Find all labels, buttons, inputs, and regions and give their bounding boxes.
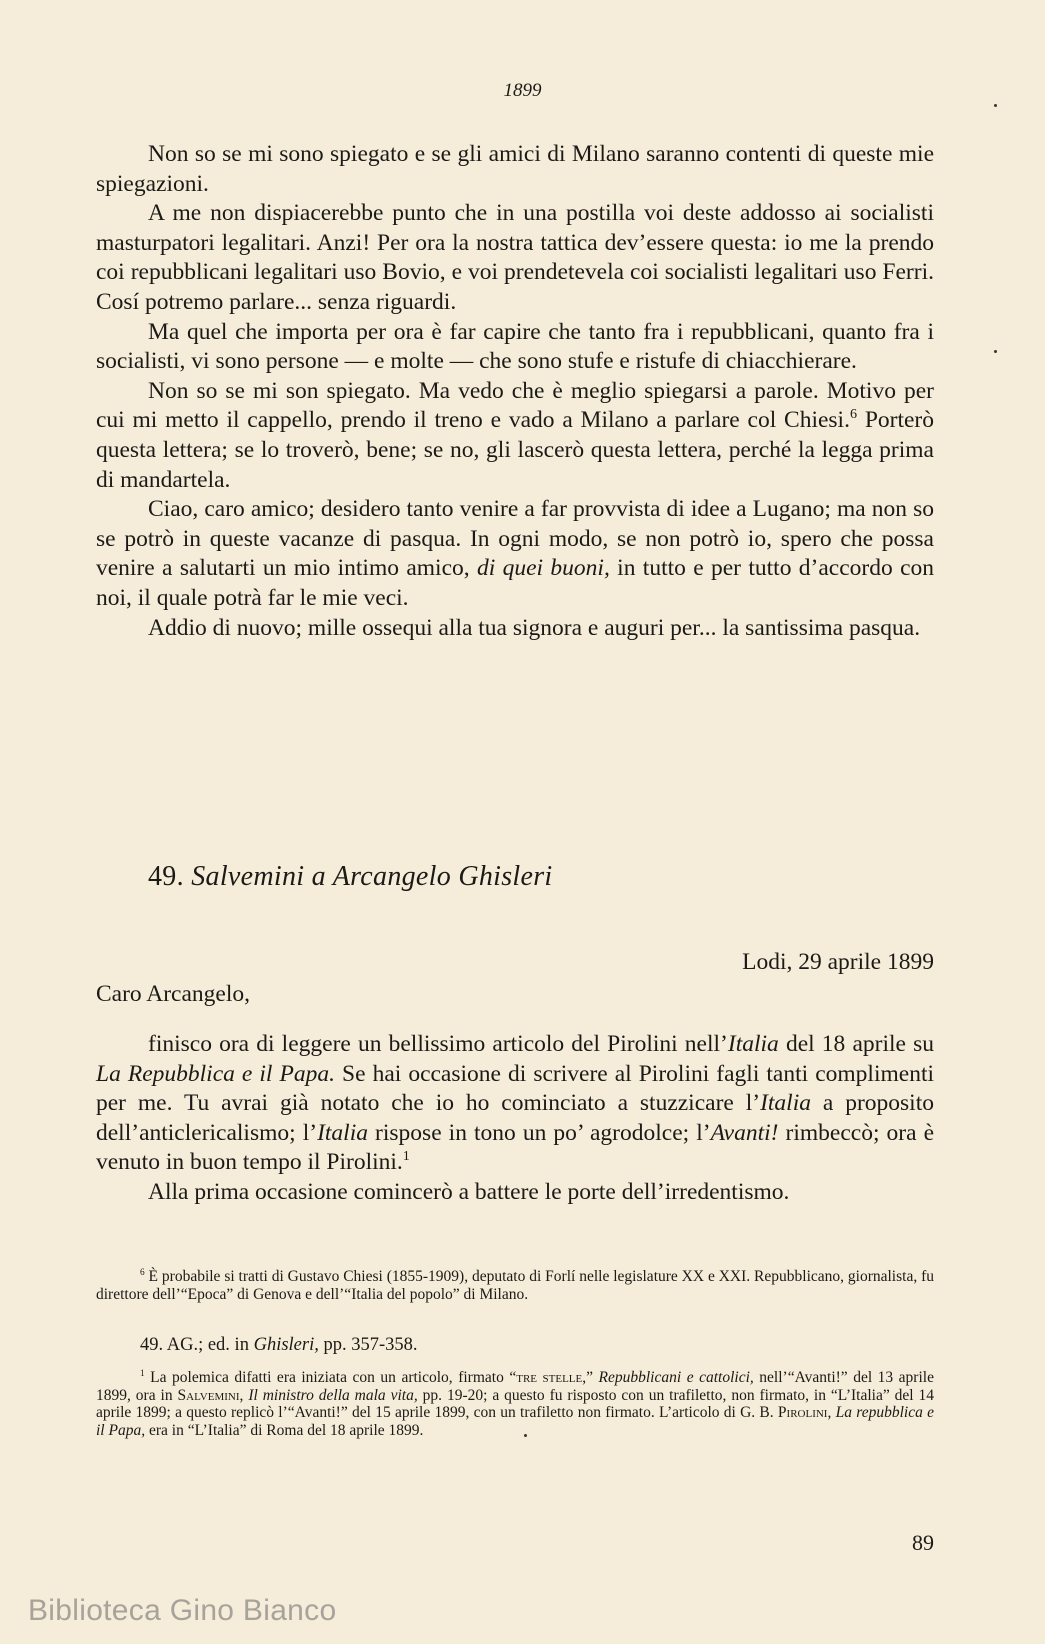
dateline: Lodi, 29 aprile 1899 bbox=[742, 949, 934, 975]
italic-run: Repubblicani e cattolici, bbox=[598, 1369, 754, 1386]
page-number: 89 bbox=[912, 1530, 934, 1555]
italic-run: Italia bbox=[760, 1090, 811, 1117]
speck bbox=[524, 1434, 527, 1437]
letter-continuation bbox=[96, 140, 934, 643]
text-run: del 18 aprile su bbox=[778, 1031, 934, 1057]
italic-run: di quei buoni, bbox=[476, 555, 610, 582]
text-run: a proposito dell’anticlericalismo; l’ bbox=[96, 1090, 934, 1146]
text-run: pp. 357-358. bbox=[318, 1335, 418, 1355]
footnote-6 bbox=[96, 1268, 934, 1303]
text-run: pp. 19-20; a questo fu risposto con un trafiletto, non firmato, in “L’Italia” del 14 aprile 1899; a questo replicò l’“Avanti!” del 15 aprile 1899, con un trafiletto non firmato. L’articolo di G. B. bbox=[96, 1386, 935, 1421]
speck bbox=[994, 104, 997, 107]
footnote-text bbox=[96, 1334, 934, 1356]
text-run: È probabile si tratti di Gustavo Chiesi (1855-1909), deputato di Forlí nelle legislature XX e XXI. Repubblicano, giornalista, fu direttore dell’“Epoca” di Genova e dell’“Italia del popolo” di Milano. bbox=[96, 1268, 934, 1303]
letter-body bbox=[96, 1030, 934, 1208]
text-run: ” bbox=[586, 1369, 599, 1386]
footnote-ref: 1 bbox=[402, 1148, 410, 1165]
italic-run: Ghisleri, bbox=[253, 1335, 319, 1355]
footnote-text bbox=[96, 1369, 934, 1439]
text-run: era in “L’Italia” di Roma del 18 aprile 1899. bbox=[145, 1421, 424, 1439]
paragraph: Non so se mi sono spiegato e se gli amici di Milano saranno contenti di queste mie spiegazioni. bbox=[96, 141, 934, 197]
italic-run: La repubblica e il Papa, bbox=[96, 1404, 934, 1439]
text-run: finisco ora di leggere un bellissimo articolo del Pirolini nell’ bbox=[148, 1031, 728, 1057]
text-run: Porterò questa lettera; se lo troverò, bene; se no, gli lascerò questa lettera, perché la legga prima di mandartela. bbox=[96, 407, 935, 493]
library-watermark: Biblioteca Gino Bianco bbox=[28, 1594, 337, 1627]
letter-heading bbox=[148, 861, 553, 893]
running-head: 1899 bbox=[503, 80, 542, 101]
italic-run: Italia bbox=[727, 1031, 779, 1057]
footnote-number: 6 bbox=[140, 1267, 145, 1278]
italic-run: Avanti! bbox=[710, 1119, 779, 1146]
paragraph bbox=[96, 377, 934, 495]
smallcaps-run: Salvemini, bbox=[177, 1386, 244, 1404]
text-run: rispose in tono un po’ agrodolce; l’ bbox=[368, 1119, 711, 1146]
text-run: La polemica difatti era iniziata con un articolo, firmato “ bbox=[144, 1369, 517, 1386]
salutation: Caro Arcangelo, bbox=[96, 981, 251, 1007]
italic-run: Il ministro della mala vita, bbox=[248, 1386, 418, 1404]
footnote-number: 1 bbox=[140, 1368, 145, 1379]
footnote-1 bbox=[96, 1369, 934, 1439]
paragraph: Ma quel che importa per ora è far capire che tanto fra i repubblicani, quanto fra i socialisti, vi sono persone — e molte — che sono stufe e ristufe di chiacchierare. bbox=[96, 318, 934, 375]
paragraph: Addio di nuovo; mille ossequi alla tua signora e auguri per... la santissima pasqua. bbox=[148, 614, 921, 641]
paragraph bbox=[96, 1030, 934, 1178]
text-run: Ciao, caro amico; desidero tanto venire a far provvista di idee a Lugano; ma non so se potrò in queste vacanze di pasqua. In ogni modo, se non potrò io, spero che possa venire a salutarti un mio intimo amico, bbox=[96, 496, 934, 582]
speck bbox=[994, 350, 997, 353]
smallcaps-run: Pirolini, bbox=[777, 1404, 832, 1421]
text-run: Se hai occasione di scrivere al Pirolini fagli tanti complimenti per me. Tu avrai già notato che io ho cominciato a stuzzicare l’ bbox=[96, 1060, 934, 1117]
smallcaps-run: tre stelle, bbox=[516, 1369, 587, 1386]
text-run: Non so se mi son spiegato. Ma vedo che è meglio spiegarsi a parole. Motivo per cui mi metto il cappello, prendo il treno e vado a Milano a parlare col Chiesi. bbox=[96, 377, 934, 434]
text-run: 49. AG.; ed. in bbox=[140, 1335, 254, 1355]
letter-number: 49. bbox=[148, 861, 184, 892]
italic-run: Italia bbox=[317, 1119, 368, 1146]
italic-run: La Repubblica e il Papa. bbox=[96, 1060, 335, 1087]
letter-title: Salvemini a Arcangelo Ghisleri bbox=[191, 861, 553, 892]
text-run: in tutto e per tutto d’accordo con noi, il quale potrà far le mie veci. bbox=[96, 555, 935, 611]
footnote-ref: 6 bbox=[849, 406, 858, 423]
text-run: rimbeccò; ora è venuto in buon tempo il Pirolini. bbox=[96, 1119, 935, 1176]
source-note bbox=[96, 1334, 934, 1356]
paragraph: A me non dispiacerebbe punto che in una postilla voi deste addosso ai socialisti masturpatori legalitari. Anzi! Per ora la nostra tattica dev’essere questa: io me la prendo coi repubblicani legalitari uso Bovio, e voi prendetevela coi socialisti legalitari uso Ferri. Cosí potremo parlare... senza riguardi. bbox=[96, 200, 934, 315]
text-run: nell’“Avanti!” del 13 aprile 1899, ora in bbox=[96, 1369, 934, 1404]
paragraph: Alla prima occasione comincerò a battere le porte dell’irredentismo. bbox=[148, 1178, 790, 1205]
footnote-text bbox=[96, 1268, 934, 1303]
paragraph bbox=[96, 495, 934, 613]
